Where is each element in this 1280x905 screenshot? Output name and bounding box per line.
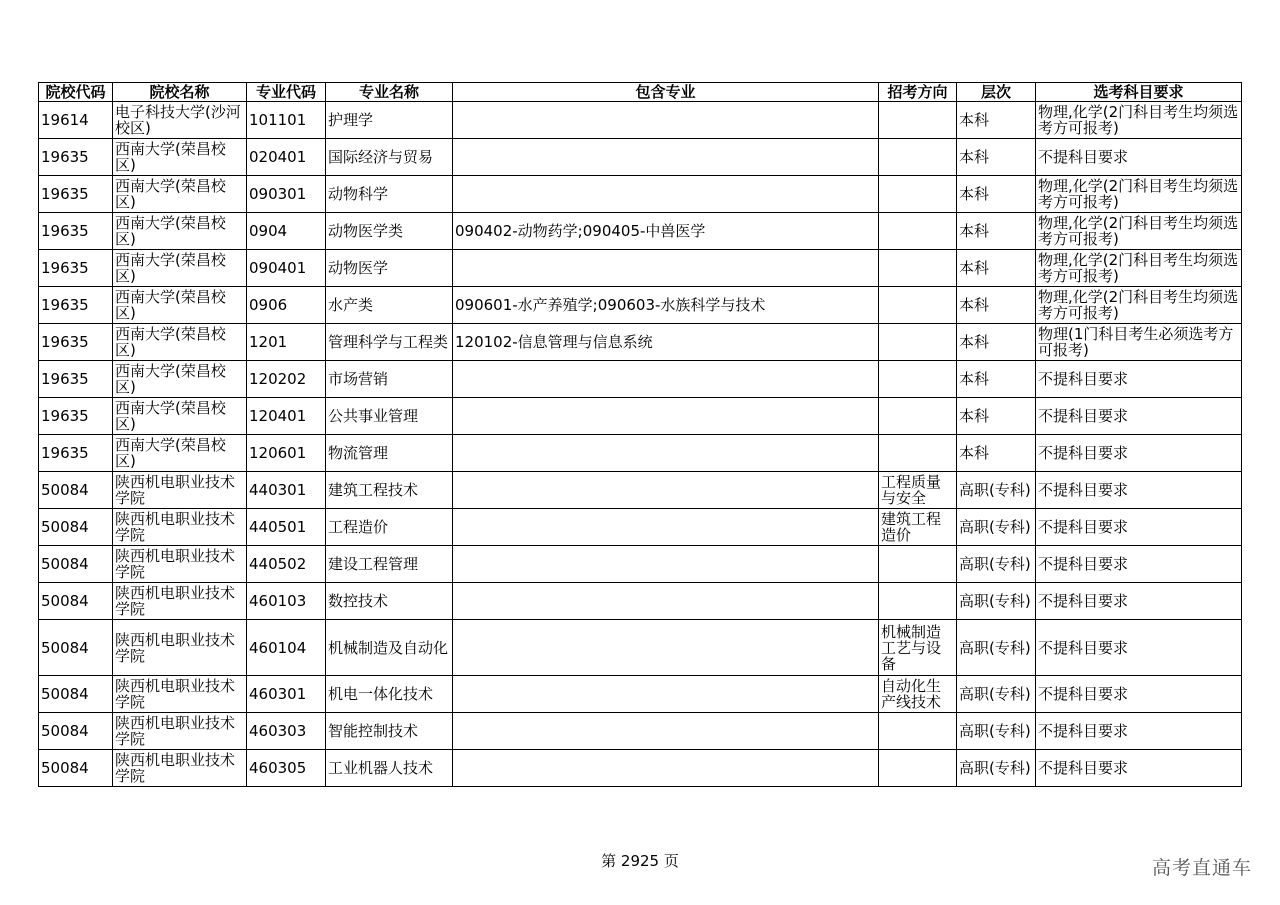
subject-requirement-cell: 不提科目要求 (1036, 398, 1242, 435)
table-row (39, 139, 1242, 176)
level-cell: 高职(专科) (957, 620, 1036, 676)
header-school-code: 院校代码 (39, 83, 113, 102)
subject-requirement-cell: 不提科目要求 (1036, 713, 1242, 750)
table-row (39, 583, 1242, 620)
major-name-cell: 动物医学类 (326, 213, 453, 250)
included-majors-cell (453, 176, 879, 213)
table-row (39, 287, 1242, 324)
subject-requirement-cell: 不提科目要求 (1036, 139, 1242, 176)
level-cell: 高职(专科) (957, 750, 1036, 787)
school-name-cell: 西南大学(荣昌校区) (113, 287, 247, 324)
level-cell: 本科 (957, 324, 1036, 361)
table-row (39, 676, 1242, 713)
school-name-cell: 陕西机电职业技术学院 (113, 472, 247, 509)
major-name-cell: 建设工程管理 (326, 546, 453, 583)
school-name-cell: 陕西机电职业技术学院 (113, 676, 247, 713)
subject-requirement-cell: 不提科目要求 (1036, 620, 1242, 676)
school-name-cell: 西南大学(荣昌校区) (113, 398, 247, 435)
school-name-cell: 电子科技大学(沙河校区) (113, 102, 247, 139)
subject-requirement-cell: 物理,化学(2门科目考生均须选考方可报考) (1036, 250, 1242, 287)
direction-cell (879, 750, 957, 787)
level-cell: 本科 (957, 176, 1036, 213)
major-code-cell: 120401 (247, 398, 326, 435)
level-cell: 本科 (957, 287, 1036, 324)
school-code-cell: 19635 (39, 398, 113, 435)
table-row (39, 398, 1242, 435)
school-code-cell: 19635 (39, 213, 113, 250)
major-name-cell: 数控技术 (326, 583, 453, 620)
level-cell: 高职(专科) (957, 472, 1036, 509)
header-included-majors: 包含专业 (453, 83, 879, 102)
school-code-cell: 19635 (39, 250, 113, 287)
school-code-cell: 50084 (39, 472, 113, 509)
subject-requirement-cell: 不提科目要求 (1036, 546, 1242, 583)
level-cell: 高职(专科) (957, 676, 1036, 713)
school-name-cell: 西南大学(荣昌校区) (113, 361, 247, 398)
major-code-cell: 460303 (247, 713, 326, 750)
school-name-cell: 西南大学(荣昌校区) (113, 176, 247, 213)
direction-cell (879, 139, 957, 176)
page-number: 第 2925 页 (601, 852, 679, 870)
header-major-name: 专业名称 (326, 83, 453, 102)
major-code-cell: 1201 (247, 324, 326, 361)
major-code-cell: 460104 (247, 620, 326, 676)
table-row (39, 324, 1242, 361)
level-cell: 本科 (957, 361, 1036, 398)
school-code-cell: 50084 (39, 509, 113, 546)
included-majors-cell (453, 509, 879, 546)
school-name-cell: 西南大学(荣昌校区) (113, 213, 247, 250)
major-code-cell: 090301 (247, 176, 326, 213)
included-majors-cell (453, 398, 879, 435)
level-cell: 本科 (957, 250, 1036, 287)
subject-requirement-cell: 物理,化学(2门科目考生均须选考方可报考) (1036, 213, 1242, 250)
major-name-cell: 市场营销 (326, 361, 453, 398)
subject-requirement-cell: 物理,化学(2门科目考生均须选考方可报考) (1036, 102, 1242, 139)
included-majors-cell: 090601-水产养殖学;090603-水族科学与技术 (453, 287, 879, 324)
header-row (39, 83, 1242, 102)
subject-requirement-cell: 物理,化学(2门科目考生均须选考方可报考) (1036, 287, 1242, 324)
direction-cell: 建筑工程造价 (879, 509, 957, 546)
included-majors-cell (453, 676, 879, 713)
level-cell: 高职(专科) (957, 509, 1036, 546)
included-majors-cell (453, 713, 879, 750)
school-name-cell: 西南大学(荣昌校区) (113, 250, 247, 287)
included-majors-cell (453, 361, 879, 398)
school-name-cell: 陕西机电职业技术学院 (113, 750, 247, 787)
major-code-cell: 101101 (247, 102, 326, 139)
direction-cell (879, 546, 957, 583)
included-majors-cell: 120102-信息管理与信息系统 (453, 324, 879, 361)
included-majors-cell (453, 435, 879, 472)
header-level: 层次 (957, 83, 1036, 102)
level-cell: 高职(专科) (957, 713, 1036, 750)
school-name-cell: 陕西机电职业技术学院 (113, 546, 247, 583)
subject-requirement-cell: 不提科目要求 (1036, 583, 1242, 620)
school-code-cell: 50084 (39, 676, 113, 713)
school-name-cell: 陕西机电职业技术学院 (113, 583, 247, 620)
major-code-cell: 440502 (247, 546, 326, 583)
major-code-cell: 0904 (247, 213, 326, 250)
table-row (39, 546, 1242, 583)
majors-table (38, 82, 1242, 787)
included-majors-cell (453, 583, 879, 620)
direction-cell (879, 435, 957, 472)
school-name-cell: 西南大学(荣昌校区) (113, 324, 247, 361)
included-majors-cell (453, 250, 879, 287)
major-code-cell: 120202 (247, 361, 326, 398)
school-code-cell: 19635 (39, 176, 113, 213)
school-code-cell: 50084 (39, 583, 113, 620)
included-majors-cell: 090402-动物药学;090405-中兽医学 (453, 213, 879, 250)
school-code-cell: 19635 (39, 287, 113, 324)
subject-requirement-cell: 物理(1门科目考生必须选考方可报考) (1036, 324, 1242, 361)
major-name-cell: 工程造价 (326, 509, 453, 546)
direction-cell (879, 213, 957, 250)
table-row (39, 435, 1242, 472)
major-code-cell: 020401 (247, 139, 326, 176)
subject-requirement-cell: 不提科目要求 (1036, 750, 1242, 787)
major-name-cell: 护理学 (326, 102, 453, 139)
major-name-cell: 水产类 (326, 287, 453, 324)
school-code-cell: 19635 (39, 435, 113, 472)
major-name-cell: 公共事业管理 (326, 398, 453, 435)
major-code-cell: 0906 (247, 287, 326, 324)
watermark: 高考直通车 (1151, 857, 1252, 879)
included-majors-cell (453, 472, 879, 509)
school-name-cell: 陕西机电职业技术学院 (113, 509, 247, 546)
subject-requirement-cell: 物理,化学(2门科目考生均须选考方可报考) (1036, 176, 1242, 213)
direction-cell (879, 398, 957, 435)
major-code-cell: 460301 (247, 676, 326, 713)
direction-cell (879, 250, 957, 287)
direction-cell (879, 713, 957, 750)
header-school-name: 院校名称 (113, 83, 247, 102)
subject-requirement-cell: 不提科目要求 (1036, 676, 1242, 713)
school-code-cell: 50084 (39, 713, 113, 750)
direction-cell: 自动化生产线技术 (879, 676, 957, 713)
major-name-cell: 管理科学与工程类 (326, 324, 453, 361)
school-name-cell: 西南大学(荣昌校区) (113, 139, 247, 176)
school-name-cell: 西南大学(荣昌校区) (113, 435, 247, 472)
included-majors-cell (453, 139, 879, 176)
subject-requirement-cell: 不提科目要求 (1036, 472, 1242, 509)
table-row (39, 620, 1242, 676)
school-code-cell: 19635 (39, 139, 113, 176)
major-code-cell: 460305 (247, 750, 326, 787)
direction-cell: 机械制造工艺与设备 (879, 620, 957, 676)
level-cell: 本科 (957, 102, 1036, 139)
table-row (39, 102, 1242, 139)
school-name-cell: 陕西机电职业技术学院 (113, 620, 247, 676)
included-majors-cell (453, 750, 879, 787)
school-name-cell: 陕西机电职业技术学院 (113, 713, 247, 750)
school-code-cell: 19614 (39, 102, 113, 139)
table-row (39, 250, 1242, 287)
direction-cell: 工程质量与安全 (879, 472, 957, 509)
major-name-cell: 机械制造及自动化 (326, 620, 453, 676)
direction-cell (879, 583, 957, 620)
major-code-cell: 440501 (247, 509, 326, 546)
header-direction: 招考方向 (879, 83, 957, 102)
table-row (39, 213, 1242, 250)
included-majors-cell (453, 620, 879, 676)
major-code-cell: 090401 (247, 250, 326, 287)
major-name-cell: 建筑工程技术 (326, 472, 453, 509)
table-body (39, 102, 1242, 787)
table-row (39, 750, 1242, 787)
table-row (39, 472, 1242, 509)
major-code-cell: 120601 (247, 435, 326, 472)
major-code-cell: 440301 (247, 472, 326, 509)
direction-cell (879, 176, 957, 213)
header-major-code: 专业代码 (247, 83, 326, 102)
major-code-cell: 460103 (247, 583, 326, 620)
table-row (39, 509, 1242, 546)
level-cell: 本科 (957, 213, 1036, 250)
school-code-cell: 50084 (39, 620, 113, 676)
level-cell: 本科 (957, 435, 1036, 472)
direction-cell (879, 287, 957, 324)
included-majors-cell (453, 546, 879, 583)
major-name-cell: 国际经济与贸易 (326, 139, 453, 176)
major-name-cell: 工业机器人技术 (326, 750, 453, 787)
major-name-cell: 智能控制技术 (326, 713, 453, 750)
major-name-cell: 物流管理 (326, 435, 453, 472)
school-code-cell: 50084 (39, 546, 113, 583)
header-subject-requirement: 选考科目要求 (1036, 83, 1242, 102)
level-cell: 高职(专科) (957, 583, 1036, 620)
table-row (39, 713, 1242, 750)
school-code-cell: 19635 (39, 324, 113, 361)
direction-cell (879, 361, 957, 398)
level-cell: 高职(专科) (957, 546, 1036, 583)
table-row (39, 176, 1242, 213)
school-code-cell: 50084 (39, 750, 113, 787)
subject-requirement-cell: 不提科目要求 (1036, 509, 1242, 546)
major-name-cell: 机电一体化技术 (326, 676, 453, 713)
level-cell: 本科 (957, 139, 1036, 176)
included-majors-cell (453, 102, 879, 139)
school-code-cell: 19635 (39, 361, 113, 398)
direction-cell (879, 102, 957, 139)
subject-requirement-cell: 不提科目要求 (1036, 361, 1242, 398)
table-row (39, 361, 1242, 398)
level-cell: 本科 (957, 398, 1036, 435)
major-name-cell: 动物医学 (326, 250, 453, 287)
direction-cell (879, 324, 957, 361)
major-name-cell: 动物科学 (326, 176, 453, 213)
subject-requirement-cell: 不提科目要求 (1036, 435, 1242, 472)
